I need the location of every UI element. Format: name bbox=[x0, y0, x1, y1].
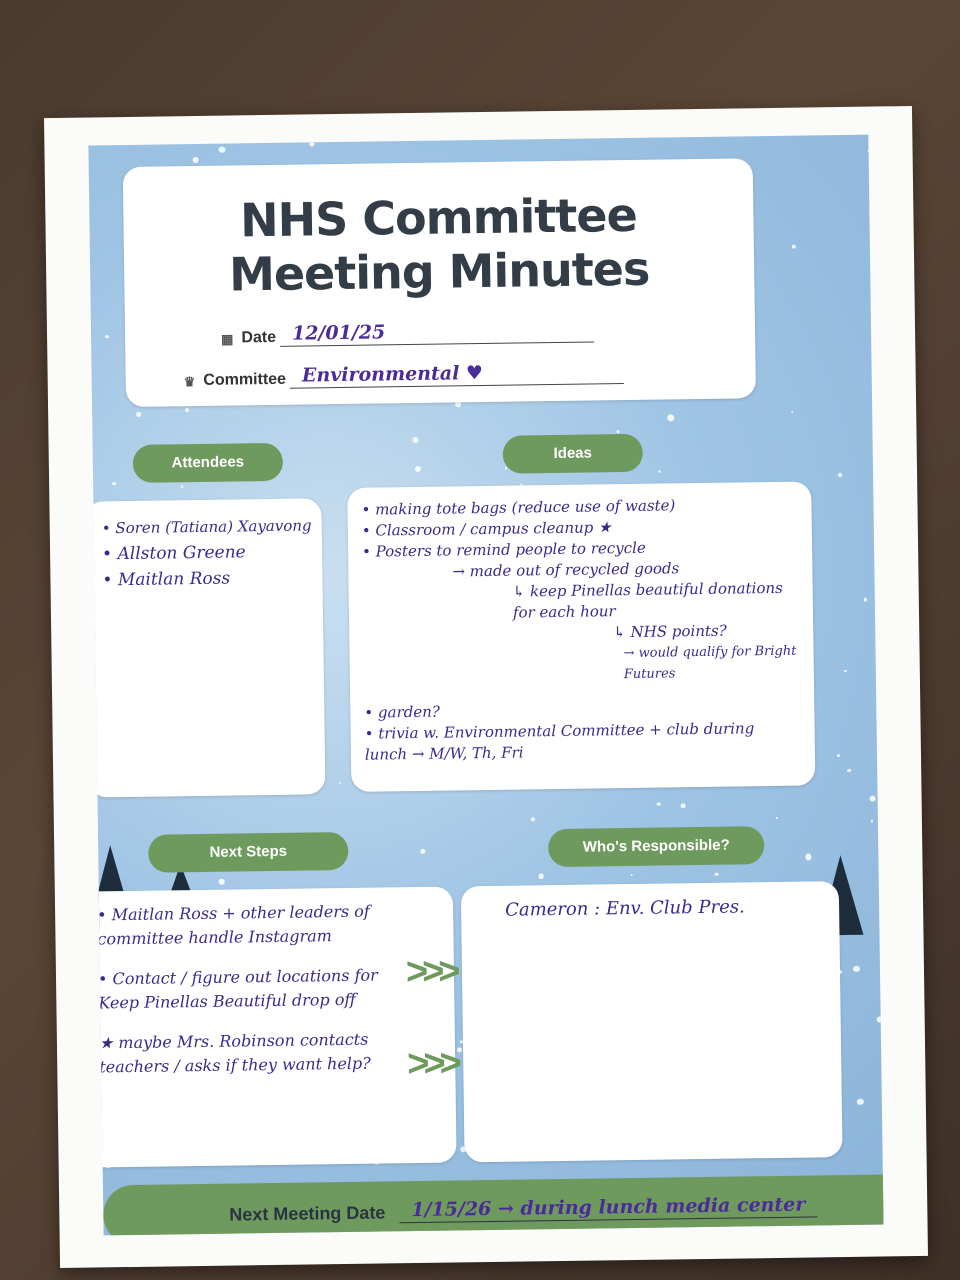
crown-icon: ♛ bbox=[183, 374, 196, 390]
paper-sheet bbox=[44, 106, 928, 1268]
responsible-list bbox=[461, 881, 839, 924]
calendar-icon: ▦ bbox=[221, 331, 234, 347]
snow-fleck bbox=[847, 768, 851, 772]
committee-field bbox=[183, 360, 624, 390]
snow-fleck bbox=[538, 873, 544, 879]
next-step-item: • Contact / figure out locations for Keep Pinellas Beautiful drop off bbox=[97, 965, 378, 1013]
snow-fleck bbox=[791, 411, 793, 413]
idea-item: • garden? bbox=[364, 702, 440, 722]
arrow-connector-2: >>> bbox=[406, 1042, 457, 1086]
snow-fleck bbox=[870, 795, 876, 801]
minutes-form bbox=[88, 135, 883, 1236]
next-meeting-label: Next Meeting Date bbox=[229, 1202, 386, 1225]
responsible-pill: Who's Responsible? bbox=[548, 826, 765, 867]
snow-fleck bbox=[310, 142, 314, 146]
page-title bbox=[123, 186, 754, 303]
snow-fleck bbox=[112, 482, 116, 486]
snow-fleck bbox=[415, 466, 421, 472]
snow-fleck bbox=[844, 670, 846, 672]
snow-fleck bbox=[630, 873, 632, 875]
snow-fleck bbox=[531, 818, 535, 822]
next-meeting-field bbox=[229, 1193, 817, 1225]
date-value: 12/01/25 bbox=[280, 318, 594, 346]
snow-fleck bbox=[838, 473, 842, 477]
idea-item: → would qualify for Bright Futures bbox=[623, 643, 797, 683]
snow-fleck bbox=[658, 470, 660, 472]
snow-fleck bbox=[455, 402, 461, 408]
next-steps-list bbox=[88, 886, 455, 1079]
idea-item: ↳ keep Pinellas beautiful donations for each hour bbox=[512, 578, 783, 622]
snow-fleck bbox=[681, 803, 686, 808]
committee-label: Committee bbox=[203, 370, 287, 389]
arrow-connector-1: >>> bbox=[405, 950, 455, 994]
snow-fleck bbox=[505, 467, 507, 469]
attendee-item: • Soren (Tatiana) Xayavong bbox=[101, 516, 312, 538]
snow-fleck bbox=[413, 437, 419, 443]
idea-item: • Posters to remind people to recycle bbox=[361, 538, 646, 561]
snow-fleck bbox=[181, 485, 184, 488]
ideas-box bbox=[347, 481, 815, 791]
snow-fleck bbox=[864, 598, 867, 601]
idea-item: • Classroom / campus cleanup ★ bbox=[361, 518, 612, 540]
responsible-box bbox=[461, 881, 843, 1162]
idea-item: • trivia w. Environmental Committee + club during lunch → M/W, Th, Fri bbox=[364, 719, 755, 764]
snow-fleck bbox=[857, 1099, 863, 1105]
snow-fleck bbox=[105, 335, 109, 339]
next-meeting-value: 1/15/26 → during lunch media center bbox=[399, 1193, 817, 1223]
idea-item: ↳ NHS points? bbox=[613, 621, 727, 642]
snow-fleck bbox=[853, 965, 860, 972]
snow-fleck bbox=[792, 245, 796, 249]
next-meeting-bar bbox=[103, 1174, 884, 1235]
date-field bbox=[221, 318, 594, 347]
snow-fleck bbox=[219, 147, 225, 153]
snow-fleck bbox=[715, 873, 718, 876]
next-step-item: ★ maybe Mrs. Robinson contacts teachers / asks if they want help? bbox=[98, 1029, 371, 1077]
snow-fleck bbox=[616, 430, 619, 433]
attendee-item: • Maitlan Ross bbox=[102, 568, 231, 591]
snow-fleck bbox=[657, 802, 660, 805]
snow-fleck bbox=[837, 755, 840, 758]
next-step-item: • Maitlan Ross + other leaders of committee handle Instagram bbox=[97, 901, 370, 949]
header-card bbox=[123, 158, 756, 407]
snow-fleck bbox=[219, 879, 225, 885]
attendees-box bbox=[88, 498, 325, 797]
title-line-1: NHS Committee bbox=[239, 187, 638, 248]
ideas-list bbox=[347, 481, 815, 765]
responsible-item: Cameron : Env. Club Pres. bbox=[504, 896, 745, 921]
snow-fleck bbox=[457, 1048, 462, 1053]
date-label: Date bbox=[241, 328, 277, 347]
attendee-item: • Allston Greene bbox=[101, 542, 246, 565]
attendees-list bbox=[88, 498, 322, 593]
snow-fleck bbox=[420, 849, 425, 854]
snow-fleck bbox=[339, 782, 341, 784]
snow-fleck bbox=[877, 1017, 883, 1023]
snow-fleck bbox=[193, 157, 199, 163]
title-line-2: Meeting Minutes bbox=[228, 241, 650, 302]
idea-item: • making tote bags (reduce use of waste) bbox=[361, 496, 676, 519]
snow-fleck bbox=[867, 149, 869, 151]
snow-fleck bbox=[775, 817, 777, 819]
committee-value: Environmental ♥ bbox=[290, 360, 624, 389]
next-steps-box bbox=[88, 886, 456, 1167]
idea-item: → made out of recycled goods bbox=[452, 559, 680, 581]
snow-fleck bbox=[870, 820, 873, 823]
snow-fleck bbox=[667, 415, 674, 422]
next-steps-pill: Next Steps bbox=[148, 832, 349, 873]
snow-fleck bbox=[136, 412, 141, 417]
snow-fleck bbox=[805, 854, 811, 860]
attendees-pill: Attendees bbox=[133, 443, 284, 483]
snow-fleck bbox=[185, 408, 189, 412]
ideas-pill: Ideas bbox=[502, 434, 643, 474]
